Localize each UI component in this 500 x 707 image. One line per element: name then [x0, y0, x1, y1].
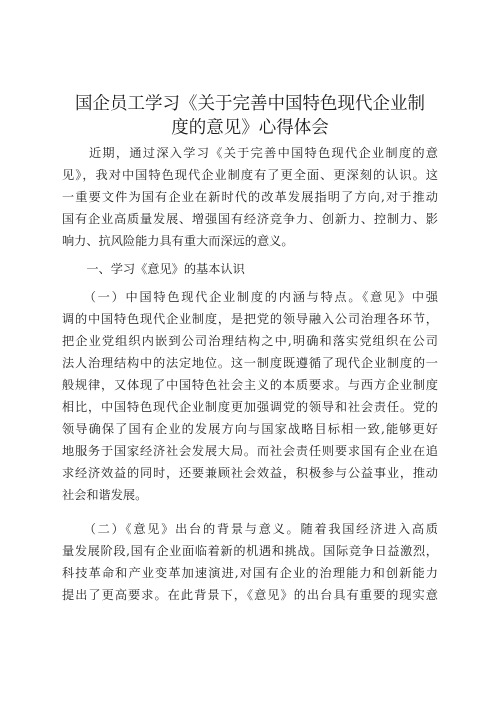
document-title-line-2: 度的意见》心得体会	[171, 118, 329, 138]
document-title-line-1: 国企员工学习《关于完善中国特色现代企业制	[75, 94, 425, 114]
body-line: 调的中国特色现代企业制度，是把党的领导融入公司治理各环节，	[62, 312, 438, 326]
body-line: （二）《意见》出台的背景与意义。随着我国经济进入高质	[62, 522, 438, 536]
body-line: 把企业党组织内嵌到公司治理结构之中,明确和落实党组织在公司	[62, 334, 438, 348]
body-line: 领导确保了国有企业的发展方向与国家战略目标相一致,能够更好	[62, 422, 438, 436]
body-line: 社会和谐发展。	[62, 488, 148, 502]
body-line: 见》，我对中国特色现代企业制度有了更全面、更深刻的认识。这	[62, 168, 438, 182]
body-line: 般规律，又体现了中国特色社会主义的本质要求。与西方企业制度	[62, 378, 438, 392]
body-line: 量发展阶段,国有企业面临着新的机遇和挑战。国际竞争日益激烈，	[62, 544, 438, 558]
body-line: 地服务于国家经济社会发展大局。而社会责任则要求国有企业在追	[62, 444, 438, 458]
body-line: 国有企业高质量发展、增强国有经济竞争力、创新力、控制力、影	[62, 212, 438, 226]
body-line: 提出了更高要求。在此背景下，《意见》的出台具有重要的现实意	[62, 588, 438, 602]
section-heading: 一、学习《意见》的基本认识	[62, 262, 245, 276]
body-line: 一重要文件为国有企业在新时代的改革发展指明了方向,对于推动	[62, 190, 438, 204]
body-line: 响力、抗风险能力具有重大而深远的意义。	[62, 234, 294, 248]
body-line: （一）中国特色现代企业制度的内涵与特点。《意见》中强	[62, 290, 438, 304]
body-line: 近期，通过深入学习《关于完善中国特色现代企业制度的意	[62, 146, 438, 160]
body-line: 科技革命和产业变革加速演进,对国有企业的治理能力和创新能力	[62, 566, 438, 580]
body-line: 相比，中国特色现代企业制度更加强调党的领导和社会责任。党的	[62, 400, 438, 414]
body-line: 法人治理结构中的法定地位。这一制度既遵循了现代企业制度的一	[62, 356, 438, 370]
body-line: 求经济效益的同时，还要兼顾社会效益，积极参与公益事业，推动	[62, 466, 438, 480]
